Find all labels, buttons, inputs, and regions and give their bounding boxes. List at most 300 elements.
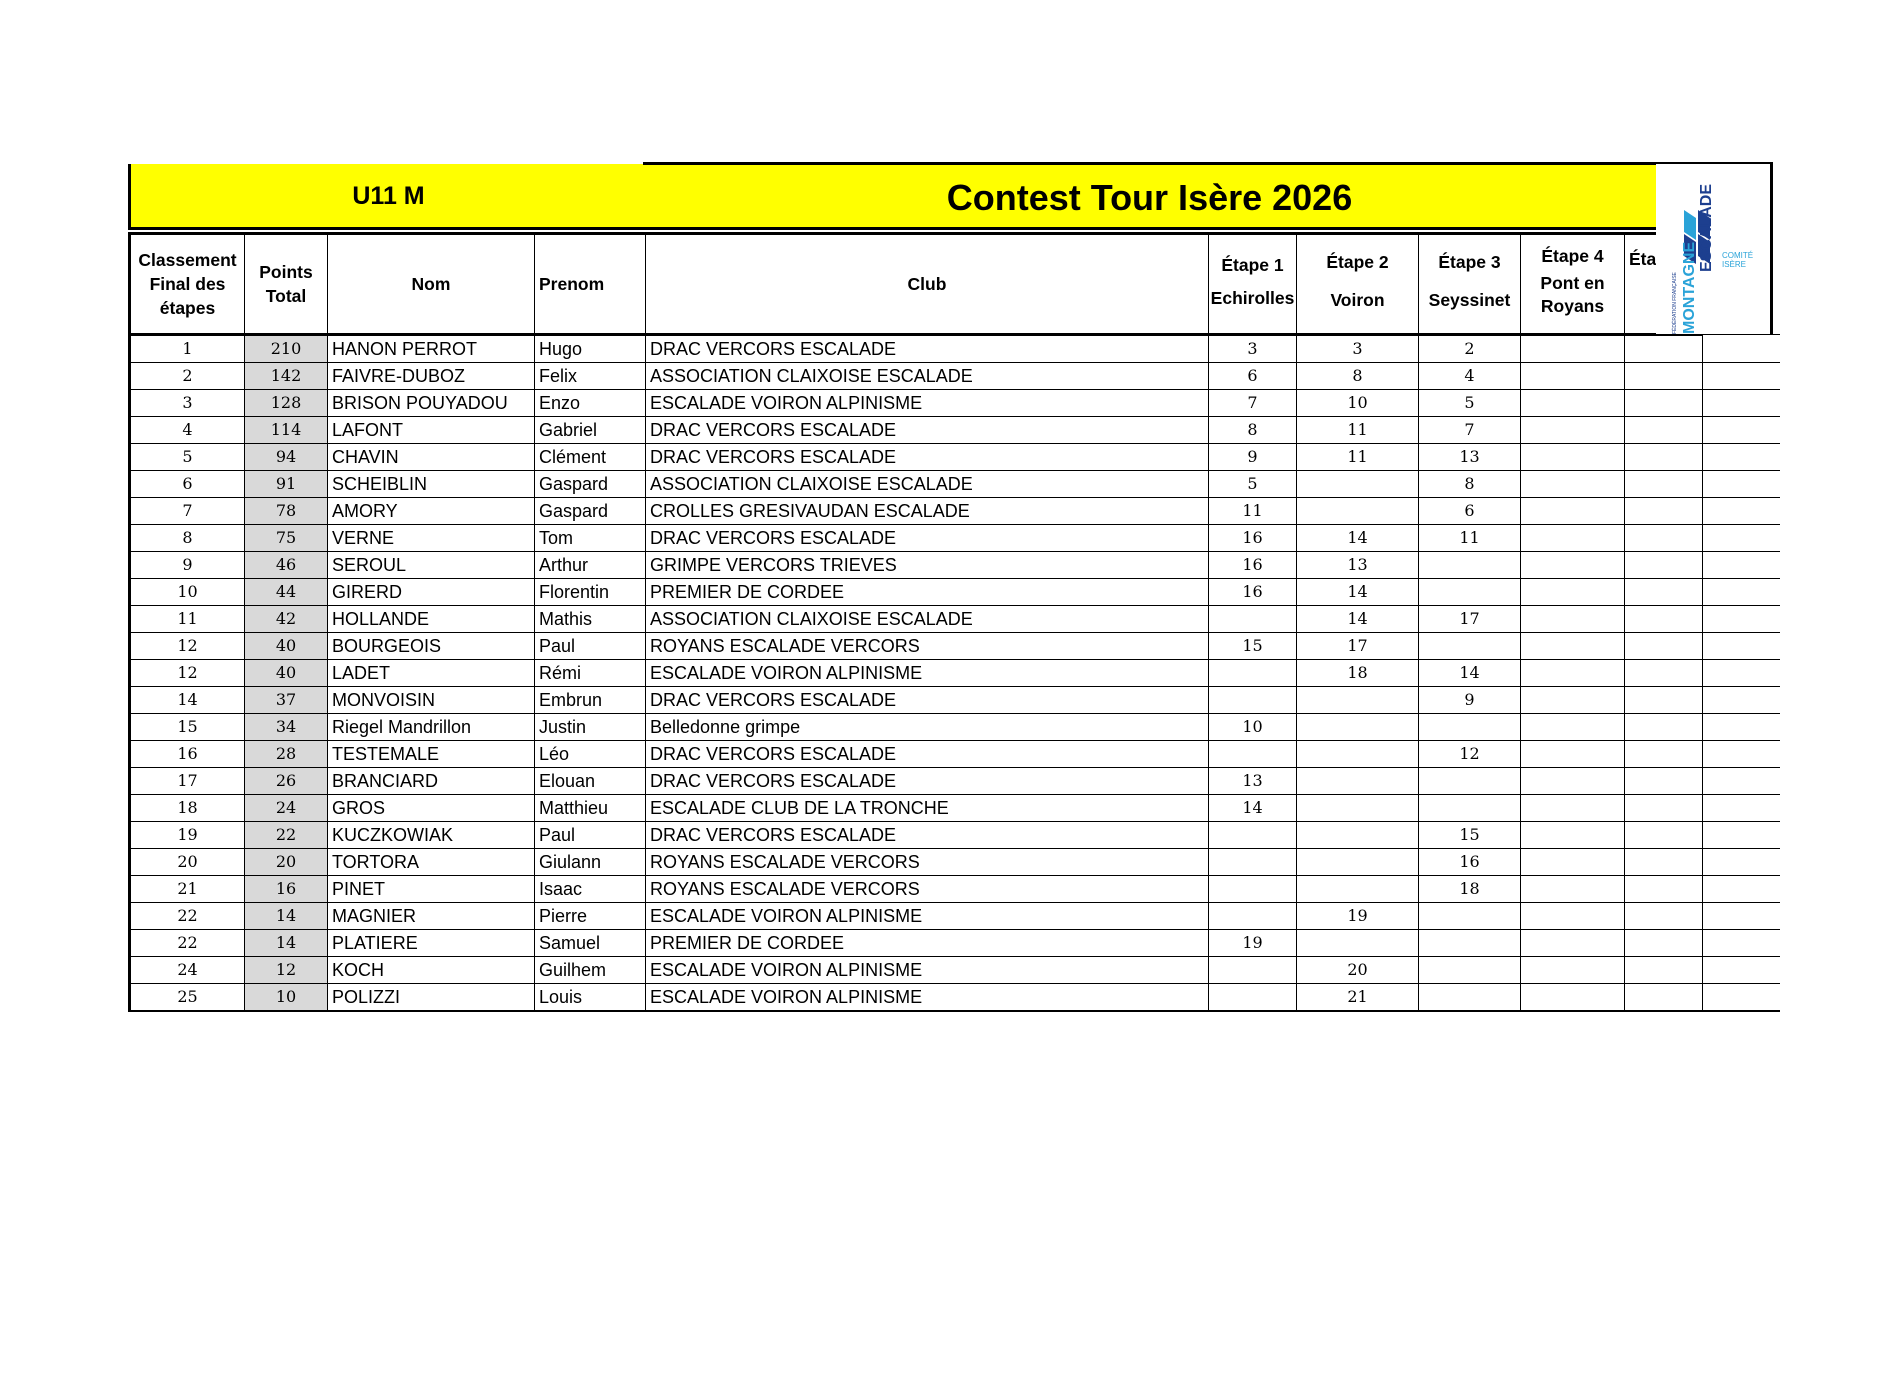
etape5-cell xyxy=(1625,660,1703,687)
etape3-location: Seyssinet xyxy=(1428,290,1511,310)
rank-cell: 1 xyxy=(130,335,245,363)
points-cell: 78 xyxy=(245,498,328,525)
club-cell: ESCALADE VOIRON ALPINISME xyxy=(646,957,1209,984)
etape4-cell xyxy=(1521,930,1625,957)
etape1-location: Echirolles xyxy=(1210,288,1295,308)
prenom-cell: Paul xyxy=(535,633,646,660)
etape3-cell xyxy=(1419,714,1521,741)
club-cell: DRAC VERCORS ESCALADE xyxy=(646,525,1209,552)
etape5-cell xyxy=(1625,930,1703,957)
etape4-cell xyxy=(1521,471,1625,498)
header-row xyxy=(130,234,1780,335)
prenom-cell: Matthieu xyxy=(535,795,646,822)
prenom-cell: Paul xyxy=(535,822,646,849)
extra-cell xyxy=(1703,849,1780,876)
rank-cell: 24 xyxy=(130,957,245,984)
prenom-cell: Guilhem xyxy=(535,957,646,984)
table-row xyxy=(130,795,1780,822)
banner xyxy=(128,164,1778,232)
etape2-cell: 14 xyxy=(1297,579,1419,606)
nom-cell: KUCZKOWIAK xyxy=(328,822,535,849)
etape5-cell xyxy=(1625,984,1703,1012)
club-cell: CROLLES GRESIVAUDAN ESCALADE xyxy=(646,498,1209,525)
points-cell: 44 xyxy=(245,579,328,606)
table-row xyxy=(130,498,1780,525)
prenom-cell: Florentin xyxy=(535,579,646,606)
etape1-cell xyxy=(1209,660,1297,687)
club-cell: DRAC VERCORS ESCALADE xyxy=(646,768,1209,795)
etape3-label: Étape 3 xyxy=(1438,252,1501,272)
etape4-location: Pont en Royans xyxy=(1540,273,1605,316)
etape1-cell xyxy=(1209,822,1297,849)
col-club-header: Club xyxy=(646,234,1209,335)
etape2-cell xyxy=(1297,876,1419,903)
table-row xyxy=(130,633,1780,660)
etape1-cell: 5 xyxy=(1209,471,1297,498)
club-cell: ESCALADE CLUB DE LA TRONCHE xyxy=(646,795,1209,822)
etape4-cell xyxy=(1521,552,1625,579)
col-etape3-header xyxy=(1419,234,1521,335)
prenom-cell: Tom xyxy=(535,525,646,552)
etape3-cell: 15 xyxy=(1419,822,1521,849)
points-cell: 46 xyxy=(245,552,328,579)
prenom-cell: Felix xyxy=(535,363,646,390)
nom-cell: AMORY xyxy=(328,498,535,525)
table-row xyxy=(130,660,1780,687)
extra-cell xyxy=(1703,606,1780,633)
prenom-cell: Louis xyxy=(535,984,646,1012)
etape5-cell xyxy=(1625,444,1703,471)
etape1-cell xyxy=(1209,984,1297,1012)
prenom-cell: Giulann xyxy=(535,849,646,876)
club-cell: ASSOCIATION CLAIXOISE ESCALADE xyxy=(646,363,1209,390)
table-body xyxy=(130,335,1780,1012)
points-cell: 14 xyxy=(245,930,328,957)
etape5-cell xyxy=(1625,957,1703,984)
etape3-cell xyxy=(1419,579,1521,606)
nom-cell: BRISON POUYADOU xyxy=(328,390,535,417)
etape4-cell xyxy=(1521,390,1625,417)
etape1-cell xyxy=(1209,876,1297,903)
etape4-cell xyxy=(1521,768,1625,795)
etape5-cell xyxy=(1625,714,1703,741)
etape3-cell xyxy=(1419,552,1521,579)
etape4-cell xyxy=(1521,660,1625,687)
etape2-cell: 17 xyxy=(1297,633,1419,660)
extra-cell xyxy=(1703,822,1780,849)
etape4-cell xyxy=(1521,876,1625,903)
etape3-cell xyxy=(1419,768,1521,795)
etape1-cell: 9 xyxy=(1209,444,1297,471)
etape3-cell xyxy=(1419,633,1521,660)
etape2-cell xyxy=(1297,471,1419,498)
etape4-cell xyxy=(1521,903,1625,930)
etape4-cell xyxy=(1521,525,1625,552)
etape2-cell: 14 xyxy=(1297,525,1419,552)
etape2-cell: 20 xyxy=(1297,957,1419,984)
nom-cell: SCHEIBLIN xyxy=(328,471,535,498)
ranking-table xyxy=(128,232,1780,1012)
club-cell: ESCALADE VOIRON ALPINISME xyxy=(646,390,1209,417)
etape2-cell: 14 xyxy=(1297,606,1419,633)
rank-cell: 12 xyxy=(130,660,245,687)
rank-cell: 15 xyxy=(130,714,245,741)
etape4-cell xyxy=(1521,957,1625,984)
etape5-cell xyxy=(1625,417,1703,444)
rank-cell: 9 xyxy=(130,552,245,579)
extra-cell xyxy=(1703,741,1780,768)
points-cell: 128 xyxy=(245,390,328,417)
table-row xyxy=(130,471,1780,498)
rank-cell: 6 xyxy=(130,471,245,498)
category-label: U11 M xyxy=(352,182,425,210)
nom-cell: PLATIERE xyxy=(328,930,535,957)
rank-cell: 5 xyxy=(130,444,245,471)
etape5-cell xyxy=(1625,903,1703,930)
club-cell: ROYANS ESCALADE VERCORS xyxy=(646,849,1209,876)
etape2-location: Voiron xyxy=(1330,290,1385,310)
nom-cell: GIRERD xyxy=(328,579,535,606)
prenom-cell: Rémi xyxy=(535,660,646,687)
etape1-cell: 10 xyxy=(1209,714,1297,741)
category-cell xyxy=(128,164,643,230)
extra-cell xyxy=(1703,687,1780,714)
table-row xyxy=(130,579,1780,606)
etape2-cell xyxy=(1297,768,1419,795)
etape1-cell: 3 xyxy=(1209,335,1297,363)
prenom-cell: Mathis xyxy=(535,606,646,633)
table-row xyxy=(130,390,1780,417)
logo-text-comite: COMITÉ xyxy=(1722,251,1754,260)
etape2-cell: 13 xyxy=(1297,552,1419,579)
extra-cell xyxy=(1703,795,1780,822)
etape5-cell xyxy=(1625,687,1703,714)
etape3-cell: 5 xyxy=(1419,390,1521,417)
ranking-sheet xyxy=(128,164,1778,1007)
etape5-cell xyxy=(1625,849,1703,876)
etape4-cell xyxy=(1521,849,1625,876)
etape2-cell xyxy=(1297,795,1419,822)
etape3-cell: 14 xyxy=(1419,660,1521,687)
points-cell: 37 xyxy=(245,687,328,714)
col-prenom-header: Prenom xyxy=(535,234,646,335)
club-cell: DRAC VERCORS ESCALADE xyxy=(646,822,1209,849)
nom-cell: TORTORA xyxy=(328,849,535,876)
rank-cell: 12 xyxy=(130,633,245,660)
extra-cell xyxy=(1703,633,1780,660)
table-row xyxy=(130,417,1780,444)
etape5-cell xyxy=(1625,552,1703,579)
points-cell: 28 xyxy=(245,741,328,768)
extra-cell xyxy=(1703,876,1780,903)
nom-cell: TESTEMALE xyxy=(328,741,535,768)
logo-text-federation: FÉDÉRATION FRANÇAISE xyxy=(1672,272,1678,334)
nom-cell: Riegel Mandrillon xyxy=(328,714,535,741)
nom-cell: MONVOISIN xyxy=(328,687,535,714)
table-row xyxy=(130,984,1780,1012)
table-row xyxy=(130,768,1780,795)
etape5-cell xyxy=(1625,390,1703,417)
extra-cell xyxy=(1703,930,1780,957)
rank-cell: 4 xyxy=(130,417,245,444)
etape4-cell xyxy=(1521,335,1625,363)
rank-cell: 8 xyxy=(130,525,245,552)
etape4-cell xyxy=(1521,687,1625,714)
nom-cell: PINET xyxy=(328,876,535,903)
prenom-cell: Justin xyxy=(535,714,646,741)
etape1-cell xyxy=(1209,606,1297,633)
etape1-cell: 19 xyxy=(1209,930,1297,957)
rank-cell: 7 xyxy=(130,498,245,525)
etape2-cell: 21 xyxy=(1297,984,1419,1012)
col-points-header: Points Total xyxy=(245,234,328,335)
etape1-cell xyxy=(1209,687,1297,714)
prenom-cell: Gabriel xyxy=(535,417,646,444)
nom-cell: SEROUL xyxy=(328,552,535,579)
logo-text-montagne: MONTAGNE xyxy=(1681,241,1698,334)
table-row xyxy=(130,741,1780,768)
etape3-cell: 11 xyxy=(1419,525,1521,552)
extra-cell xyxy=(1703,552,1780,579)
etape3-cell xyxy=(1419,957,1521,984)
nom-cell: VERNE xyxy=(328,525,535,552)
points-cell: 114 xyxy=(245,417,328,444)
club-cell: ASSOCIATION CLAIXOISE ESCALADE xyxy=(646,471,1209,498)
etape1-cell: 16 xyxy=(1209,552,1297,579)
rank-cell: 2 xyxy=(130,363,245,390)
etape5-cell xyxy=(1625,471,1703,498)
prenom-cell: Elouan xyxy=(535,768,646,795)
etape3-cell: 16 xyxy=(1419,849,1521,876)
table-row xyxy=(130,876,1780,903)
etape4-cell xyxy=(1521,579,1625,606)
table-row xyxy=(130,957,1780,984)
etape4-cell xyxy=(1521,714,1625,741)
table-row xyxy=(130,849,1780,876)
points-cell: 40 xyxy=(245,633,328,660)
rank-cell: 21 xyxy=(130,876,245,903)
extra-cell xyxy=(1703,768,1780,795)
etape2-cell: 11 xyxy=(1297,444,1419,471)
prenom-cell: Samuel xyxy=(535,930,646,957)
col-etape1-header xyxy=(1209,234,1297,335)
etape4-cell xyxy=(1521,606,1625,633)
extra-cell xyxy=(1703,714,1780,741)
rank-cell: 3 xyxy=(130,390,245,417)
points-cell: 22 xyxy=(245,822,328,849)
etape2-cell: 10 xyxy=(1297,390,1419,417)
points-cell: 10 xyxy=(245,984,328,1012)
nom-cell: HOLLANDE xyxy=(328,606,535,633)
table-row xyxy=(130,687,1780,714)
etape2-label: Étape 2 xyxy=(1326,252,1389,272)
prenom-cell: Enzo xyxy=(535,390,646,417)
points-cell: 20 xyxy=(245,849,328,876)
etape3-cell: 8 xyxy=(1419,471,1521,498)
club-cell: ROYANS ESCALADE VERCORS xyxy=(646,633,1209,660)
etape3-cell: 13 xyxy=(1419,444,1521,471)
points-cell: 40 xyxy=(245,660,328,687)
etape3-cell xyxy=(1419,903,1521,930)
etape4-cell xyxy=(1521,633,1625,660)
etape5-cell xyxy=(1625,822,1703,849)
etape2-cell xyxy=(1297,714,1419,741)
etape1-cell: 6 xyxy=(1209,363,1297,390)
etape1-cell: 14 xyxy=(1209,795,1297,822)
etape2-cell: 18 xyxy=(1297,660,1419,687)
club-cell: DRAC VERCORS ESCALADE xyxy=(646,417,1209,444)
club-cell: DRAC VERCORS ESCALADE xyxy=(646,444,1209,471)
nom-cell: MAGNIER xyxy=(328,903,535,930)
points-cell: 42 xyxy=(245,606,328,633)
extra-cell xyxy=(1703,660,1780,687)
club-cell: DRAC VERCORS ESCALADE xyxy=(646,335,1209,363)
etape2-cell xyxy=(1297,498,1419,525)
etape1-cell: 7 xyxy=(1209,390,1297,417)
etape5-cell xyxy=(1625,525,1703,552)
etape5-cell xyxy=(1625,768,1703,795)
prenom-cell: Hugo xyxy=(535,335,646,363)
ffme-logo xyxy=(1656,162,1773,334)
etape3-cell: 2 xyxy=(1419,335,1521,363)
etape2-cell xyxy=(1297,687,1419,714)
etape4-cell xyxy=(1521,984,1625,1012)
extra-cell xyxy=(1703,525,1780,552)
etape2-cell xyxy=(1297,849,1419,876)
table-row xyxy=(130,930,1780,957)
etape3-cell xyxy=(1419,930,1521,957)
prenom-cell: Gaspard xyxy=(535,471,646,498)
rank-cell: 11 xyxy=(130,606,245,633)
etape2-cell: 19 xyxy=(1297,903,1419,930)
nom-cell: CHAVIN xyxy=(328,444,535,471)
nom-cell: GROS xyxy=(328,795,535,822)
title-cell xyxy=(643,162,1656,230)
prenom-cell: Isaac xyxy=(535,876,646,903)
logo-text-escalade: ESCALADE xyxy=(1698,183,1715,272)
etape1-cell xyxy=(1209,741,1297,768)
table-row xyxy=(130,714,1780,741)
etape3-cell: 18 xyxy=(1419,876,1521,903)
etape1-cell xyxy=(1209,957,1297,984)
etape5-label: Éta xyxy=(1629,249,1657,269)
extra-cell xyxy=(1703,498,1780,525)
etape4-cell xyxy=(1521,417,1625,444)
points-cell: 34 xyxy=(245,714,328,741)
etape2-cell: 11 xyxy=(1297,417,1419,444)
extra-cell xyxy=(1703,957,1780,984)
extra-cell xyxy=(1703,444,1780,471)
etape3-cell xyxy=(1419,984,1521,1012)
nom-cell: FAIVRE-DUBOZ xyxy=(328,363,535,390)
rank-cell: 18 xyxy=(130,795,245,822)
etape3-cell: 17 xyxy=(1419,606,1521,633)
etape1-cell: 16 xyxy=(1209,525,1297,552)
points-cell: 26 xyxy=(245,768,328,795)
etape1-cell xyxy=(1209,903,1297,930)
etape1-cell: 16 xyxy=(1209,579,1297,606)
table-row xyxy=(130,363,1780,390)
club-cell: DRAC VERCORS ESCALADE xyxy=(646,741,1209,768)
club-cell: ESCALADE VOIRON ALPINISME xyxy=(646,984,1209,1012)
etape1-label: Étape 1 xyxy=(1221,255,1284,275)
rank-cell: 22 xyxy=(130,903,245,930)
rank-cell: 19 xyxy=(130,822,245,849)
etape3-cell: 7 xyxy=(1419,417,1521,444)
table-row xyxy=(130,525,1780,552)
etape5-cell xyxy=(1625,335,1703,363)
etape1-cell: 13 xyxy=(1209,768,1297,795)
table-row xyxy=(130,606,1780,633)
etape3-cell: 6 xyxy=(1419,498,1521,525)
table-row xyxy=(130,335,1780,363)
club-cell: PREMIER DE CORDEE xyxy=(646,579,1209,606)
col-etape4-header xyxy=(1521,234,1625,335)
rank-cell: 14 xyxy=(130,687,245,714)
points-cell: 12 xyxy=(245,957,328,984)
etape3-cell: 12 xyxy=(1419,741,1521,768)
etape5-cell xyxy=(1625,579,1703,606)
rank-cell: 22 xyxy=(130,930,245,957)
nom-cell: BOURGEOIS xyxy=(328,633,535,660)
nom-cell: LADET xyxy=(328,660,535,687)
etape4-cell xyxy=(1521,741,1625,768)
club-cell: Belledonne grimpe xyxy=(646,714,1209,741)
etape3-cell: 4 xyxy=(1419,363,1521,390)
points-cell: 91 xyxy=(245,471,328,498)
page-title: Contest Tour Isère 2026 xyxy=(946,177,1353,218)
logo-text-isere: ISÈRE xyxy=(1722,260,1747,269)
etape1-cell: 11 xyxy=(1209,498,1297,525)
nom-cell: BRANCIARD xyxy=(328,768,535,795)
club-cell: ROYANS ESCALADE VERCORS xyxy=(646,876,1209,903)
rank-cell: 16 xyxy=(130,741,245,768)
club-cell: ESCALADE VOIRON ALPINISME xyxy=(646,903,1209,930)
points-cell: 142 xyxy=(245,363,328,390)
extra-cell xyxy=(1703,390,1780,417)
etape4-cell xyxy=(1521,444,1625,471)
prenom-cell: Clément xyxy=(535,444,646,471)
nom-cell: LAFONT xyxy=(328,417,535,444)
etape1-cell xyxy=(1209,849,1297,876)
etape4-cell xyxy=(1521,795,1625,822)
etape4-label: Étape 4 xyxy=(1541,246,1604,266)
etape5-cell xyxy=(1625,795,1703,822)
table-row xyxy=(130,552,1780,579)
col-nom-header: Nom xyxy=(328,234,535,335)
etape2-cell: 8 xyxy=(1297,363,1419,390)
points-cell: 75 xyxy=(245,525,328,552)
etape1-cell: 15 xyxy=(1209,633,1297,660)
nom-cell: POLIZZI xyxy=(328,984,535,1012)
table-row xyxy=(130,903,1780,930)
etape2-cell xyxy=(1297,741,1419,768)
extra-cell xyxy=(1703,335,1780,363)
etape2-cell: 3 xyxy=(1297,335,1419,363)
nom-cell: KOCH xyxy=(328,957,535,984)
etape3-cell xyxy=(1419,795,1521,822)
club-cell: PREMIER DE CORDEE xyxy=(646,930,1209,957)
etape5-cell xyxy=(1625,741,1703,768)
club-cell: GRIMPE VERCORS TRIEVES xyxy=(646,552,1209,579)
etape4-cell xyxy=(1521,498,1625,525)
extra-cell xyxy=(1703,579,1780,606)
prenom-cell: Gaspard xyxy=(535,498,646,525)
rank-cell: 10 xyxy=(130,579,245,606)
col-rank-header: Classement Final des étapes xyxy=(130,234,245,335)
etape5-cell xyxy=(1625,498,1703,525)
prenom-cell: Embrun xyxy=(535,687,646,714)
